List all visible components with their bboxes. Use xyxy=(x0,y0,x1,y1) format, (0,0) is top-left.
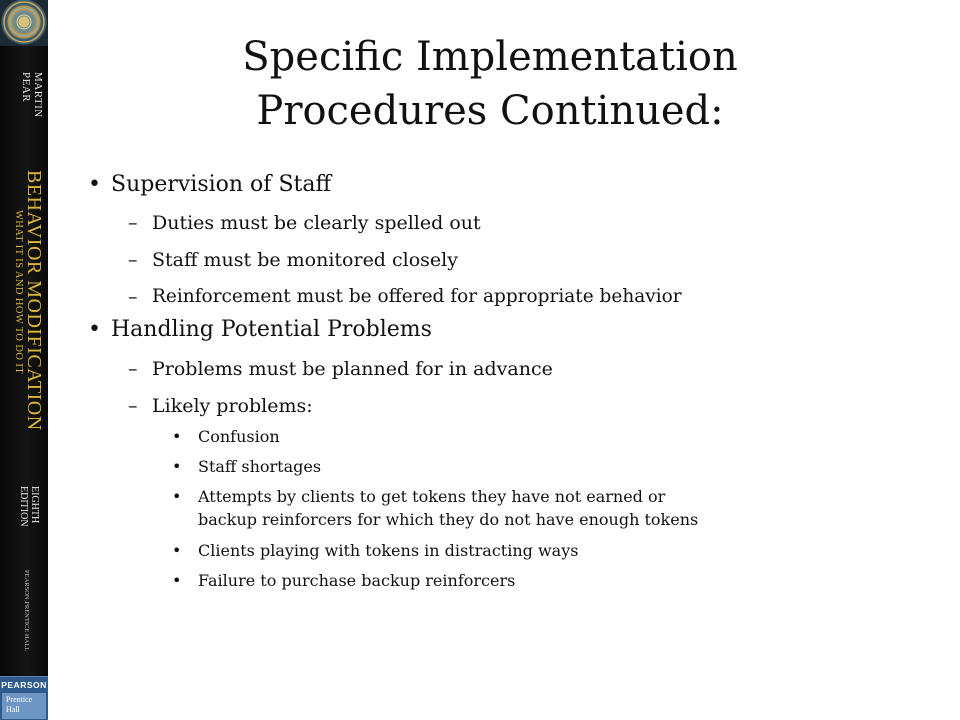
spine-subtitle: WHAT IT IS AND HOW TO DO IT xyxy=(13,210,24,375)
bullet-icon: • xyxy=(88,317,101,342)
slide-title xyxy=(140,30,840,138)
sub-list-item-text: Confusion xyxy=(198,427,280,446)
dash-icon: – xyxy=(128,395,138,417)
section-heading-text: Supervision of Staff xyxy=(111,172,332,197)
cover-art-image xyxy=(0,0,48,46)
bullet-icon: • xyxy=(172,541,182,560)
list-item-text: Duties must be clearly spelled out xyxy=(152,212,481,234)
imprint-line2: Hall xyxy=(6,705,20,714)
spine-edition-line1: EIGHTH xyxy=(29,486,40,524)
bullet-icon: • xyxy=(88,172,101,197)
sub-list-item-text: Clients playing with tokens in distracting ways xyxy=(198,541,579,560)
spine-author-line1: MARTIN xyxy=(32,72,44,118)
list-item-text: Problems must be planned for in advance xyxy=(152,358,553,380)
dash-icon: – xyxy=(128,286,138,308)
book-spine xyxy=(0,0,48,720)
prentice-hall-logo xyxy=(2,693,46,719)
list-item-text: Staff must be monitored closely xyxy=(152,249,458,271)
spine-publisher: PEARSON PRENTICE HALL xyxy=(23,570,30,652)
bullet-icon: • xyxy=(172,571,182,590)
prentice-hall-text xyxy=(6,695,46,715)
imprint-line1: Prentice xyxy=(6,695,33,704)
spine-edition-line2: EDITION xyxy=(18,486,29,527)
list-item-text: Reinforcement must be offered for appropriate behavior xyxy=(152,286,682,307)
bullet-icon: • xyxy=(172,427,182,446)
sub-list-item-text: Staff shortages xyxy=(198,457,322,476)
section-heading-text: Handling Potential Problems xyxy=(111,317,432,342)
spine-title: BEHAVIOR MODIFICATION xyxy=(23,170,45,431)
sub-list-item-text: Attempts by clients to get tokens they have not earned or xyxy=(198,487,666,506)
sub-list-item-text: backup reinforcers for which they do not have enough tokens xyxy=(198,510,699,529)
pearson-logo xyxy=(0,676,48,720)
pearson-brand: PEARSON xyxy=(1,680,47,690)
cover-art-icon xyxy=(0,0,48,46)
bullet-icon: • xyxy=(172,457,182,476)
dash-icon: – xyxy=(128,249,138,271)
dash-icon: – xyxy=(128,358,138,380)
spine-author-line2: PEAR xyxy=(20,72,32,103)
bullet-icon: • xyxy=(172,487,182,506)
list-item-text: Likely problems: xyxy=(152,395,313,417)
sub-list-item-text: Failure to purchase backup reinforcers xyxy=(198,571,516,590)
slide-title-line1: Specific Implementation xyxy=(242,34,738,80)
slide-title-line2: Procedures Continued: xyxy=(256,88,724,134)
spine-edition xyxy=(18,486,40,527)
dash-icon: – xyxy=(128,212,138,234)
spine-author xyxy=(20,72,44,118)
